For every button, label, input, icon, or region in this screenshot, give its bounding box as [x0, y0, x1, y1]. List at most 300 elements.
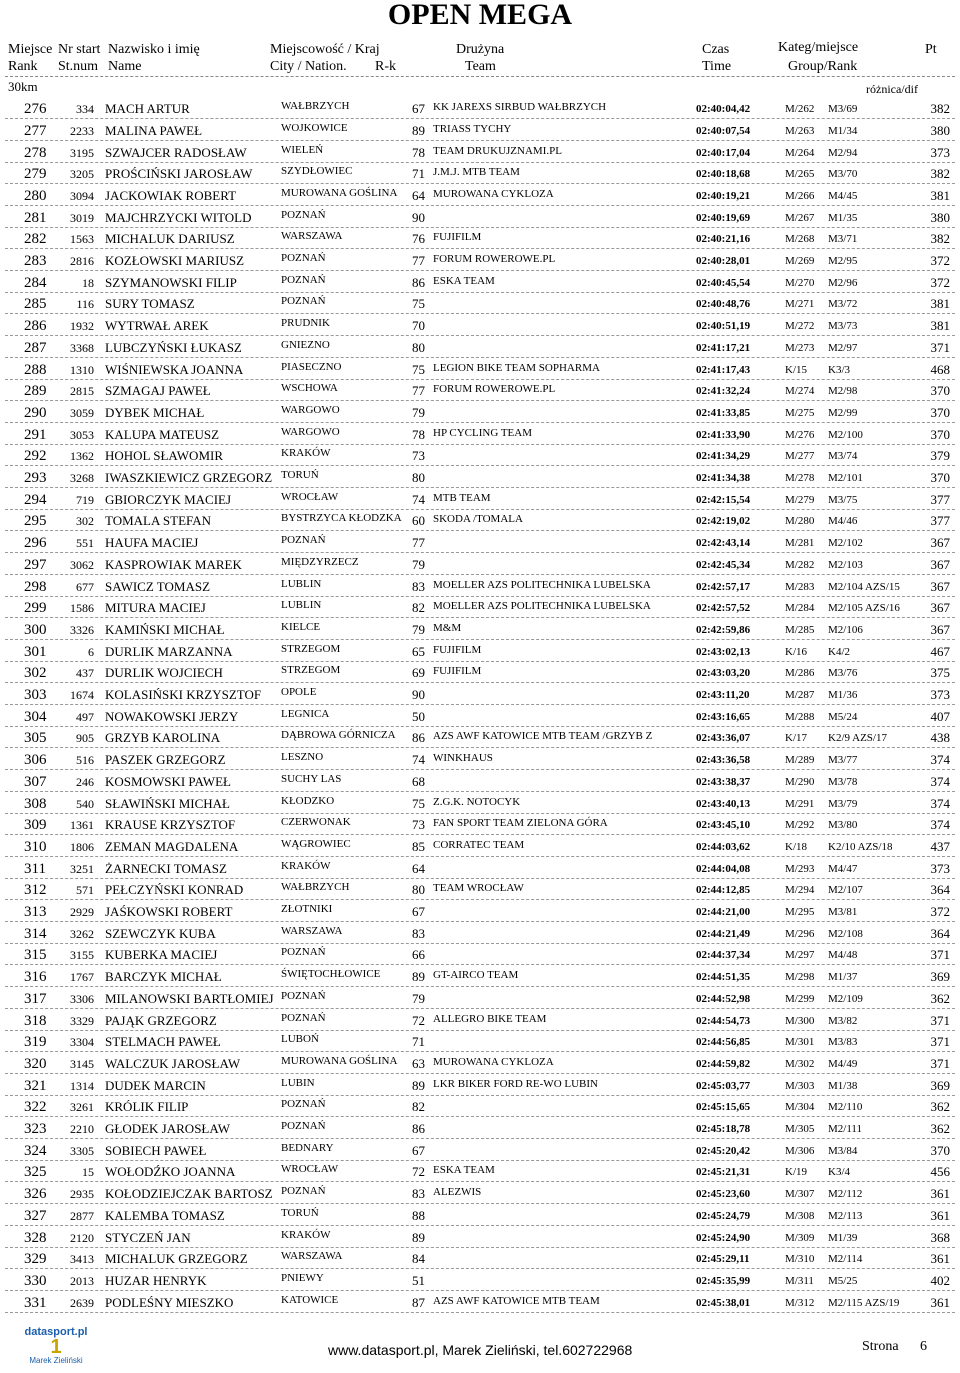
start-number-cell: 2816 [70, 254, 94, 269]
team-cell: HP CYCLING TEAM [433, 426, 533, 439]
rank-cell: 285 [24, 296, 47, 313]
points-cell: 369 [930, 969, 950, 985]
rank-cell: 327 [24, 1207, 47, 1224]
name-cell: KALUPA MATEUSZ [105, 426, 220, 442]
category-rank-cell: M/308 [785, 1209, 815, 1222]
rank-cell: 331 [24, 1294, 47, 1311]
table-row [0, 380, 960, 402]
group-rank-cell: M2/95 [828, 255, 858, 268]
time-cell: 02:44:59,82 [696, 1057, 751, 1070]
category-rank-cell: M/284 [785, 602, 815, 615]
header-team-en: Team [465, 59, 496, 74]
city-cell: WARGOWO [281, 403, 340, 416]
time-cell: 02:43:16,65 [696, 710, 751, 723]
birth-year-cell: 67 [412, 1142, 425, 1158]
city-cell: POZNAŃ [281, 1120, 326, 1133]
table-row [0, 1031, 960, 1053]
category-rank-cell: M/299 [785, 992, 815, 1005]
points-cell: 370 [930, 404, 950, 420]
team-cell: M&M [433, 621, 462, 634]
table-row [0, 1183, 960, 1205]
rank-cell: 289 [24, 383, 47, 400]
rank-cell: 294 [24, 491, 47, 508]
start-number-cell: 116 [76, 297, 94, 312]
rank-cell: 313 [24, 904, 47, 921]
city-cell: BEDNARY [281, 1141, 334, 1154]
time-cell: 02:43:40,13 [696, 797, 751, 810]
name-cell: GŁODEK JAROSŁAW [105, 1121, 230, 1137]
group-rank-cell: M4/46 [828, 515, 858, 528]
points-cell: 467 [930, 643, 950, 659]
start-number-cell: 3205 [70, 167, 94, 182]
start-number-cell: 302 [76, 514, 94, 529]
category-rank-cell: M/300 [785, 1014, 815, 1027]
city-cell: LUBIN [281, 1076, 315, 1089]
city-cell: CZERWONAK [281, 816, 351, 829]
team-cell: Z.G.K. NOTOCYK [433, 795, 521, 808]
time-cell: 02:45:38,01 [696, 1296, 751, 1309]
name-cell: STYCZEŃ JAN [105, 1229, 191, 1245]
points-cell: 371 [930, 339, 950, 355]
points-cell: 382 [930, 101, 950, 117]
time-cell: 02:45:20,42 [696, 1144, 751, 1157]
start-number-cell: 3261 [70, 1100, 94, 1115]
birth-year-cell: 89 [412, 969, 425, 985]
name-cell: BARCZYK MICHAŁ [105, 969, 222, 985]
time-cell: 02:43:38,37 [696, 775, 751, 788]
start-number-cell: 3305 [70, 1143, 94, 1158]
category-rank-cell: K/19 [785, 1166, 807, 1179]
team-cell: MOELLER AZS POLITECHNIKA LUBELSKA [433, 578, 651, 591]
time-cell: 02:45:35,99 [696, 1274, 751, 1287]
name-cell: GBIORCZYK MACIEJ [105, 491, 232, 507]
city-cell: POZNAŃ [281, 295, 326, 308]
points-cell: 374 [930, 752, 950, 768]
group-rank-cell: M2/106 [828, 623, 863, 636]
table-row [0, 966, 960, 988]
points-cell: 381 [930, 187, 950, 203]
points-cell: 367 [930, 621, 950, 637]
city-cell: WAŁBRZYCH [281, 100, 350, 113]
city-cell: WIELEŃ [281, 143, 324, 156]
table-row [0, 1074, 960, 1096]
city-cell: MUROWANA GOŚLINA [281, 1054, 398, 1067]
city-cell: WROCŁAW [281, 490, 339, 503]
category-rank-cell: M/312 [785, 1296, 815, 1309]
header-divider [5, 76, 955, 77]
team-cell: ESKA TEAM [433, 274, 495, 287]
category-rank-cell: M/293 [785, 862, 815, 875]
name-cell: KOLASIŃSKI KRZYSZTOF [105, 687, 262, 703]
rank-cell: 302 [24, 665, 47, 682]
group-rank-cell: M3/75 [828, 493, 858, 506]
category-rank-cell: M/271 [785, 298, 815, 311]
rank-cell: 303 [24, 687, 47, 704]
category-rank-cell: M/295 [785, 906, 815, 919]
birth-year-cell: 86 [412, 730, 425, 746]
table-row [0, 944, 960, 966]
team-cell: CORRATEC TEAM [433, 838, 525, 851]
group-rank-cell: M2/114 [828, 1253, 863, 1266]
group-rank-cell: M3/83 [828, 1036, 858, 1049]
rank-cell: 284 [24, 274, 47, 291]
rank-cell: 318 [24, 1012, 47, 1029]
rank-cell: 316 [24, 969, 47, 986]
category-rank-cell: M/273 [785, 341, 815, 354]
team-cell: LKR BIKER FORD RE-WO LUBIN [433, 1077, 598, 1090]
city-cell: TORUŃ [281, 469, 319, 482]
points-cell: 371 [930, 1034, 950, 1050]
rank-cell: 290 [24, 404, 47, 421]
city-cell: STRZEGOM [281, 642, 341, 655]
header-rk: R-k [375, 59, 396, 74]
table-row [0, 336, 960, 358]
birth-year-cell: 76 [412, 231, 425, 247]
birth-year-cell: 79 [412, 556, 425, 572]
start-number-cell: 3262 [70, 926, 94, 941]
table-row [0, 466, 960, 488]
name-cell: SURY TOMASZ [105, 296, 195, 312]
team-cell: FUJIFILM [433, 665, 482, 678]
time-cell: 02:42:57,17 [696, 580, 751, 593]
header-time-pl: Czas [702, 42, 730, 57]
rank-cell: 326 [24, 1186, 47, 1203]
name-cell: DURLIK WOJCIECH [105, 665, 223, 681]
name-cell: MAJCHRZYCKI WITOLD [105, 209, 252, 225]
rank-cell: 292 [24, 448, 47, 465]
birth-year-cell: 88 [412, 1207, 425, 1223]
points-cell: 362 [930, 1121, 950, 1137]
group-rank-cell: K2/9 AZS/17 [828, 732, 887, 745]
name-cell: KOZŁOWSKI MARIUSZ [105, 253, 245, 269]
table-row [0, 900, 960, 922]
header-rank-pl: Miejsce [8, 42, 53, 57]
city-cell: KATOWICE [281, 1293, 339, 1306]
group-rank-cell: M4/47 [828, 862, 858, 875]
start-number-cell: 1932 [70, 319, 94, 334]
points-cell: 370 [930, 383, 950, 399]
city-cell: POZNAŃ [281, 208, 326, 221]
time-cell: 02:43:03,20 [696, 667, 751, 680]
group-rank-cell: K4/2 [828, 645, 850, 658]
start-number-cell: 3304 [70, 1035, 94, 1050]
rank-cell: 301 [24, 643, 47, 660]
header-cat-en: Group/Rank [788, 59, 858, 74]
city-cell: LUBLIN [281, 577, 322, 590]
time-cell: 02:42:15,54 [696, 493, 751, 506]
points-cell: 377 [930, 513, 950, 529]
start-number-cell: 3059 [70, 405, 94, 420]
rank-cell: 298 [24, 578, 47, 595]
rank-cell: 324 [24, 1142, 47, 1159]
table-row [0, 1052, 960, 1074]
points-cell: 369 [930, 1077, 950, 1093]
start-number-cell: 6 [88, 644, 94, 659]
category-rank-cell: M/304 [785, 1101, 815, 1114]
table-row [0, 98, 960, 120]
start-number-cell: 2877 [70, 1208, 94, 1223]
time-cell: 02:41:34,38 [696, 472, 751, 485]
points-cell: 374 [930, 795, 950, 811]
group-rank-cell: M2/99 [828, 406, 858, 419]
time-cell: 02:40:07,54 [696, 124, 751, 137]
table-row [0, 1226, 960, 1248]
birth-year-cell: 86 [412, 274, 425, 290]
city-cell: POZNAŃ [281, 1011, 326, 1024]
time-cell: 02:44:56,85 [696, 1036, 751, 1049]
group-rank-cell: M3/80 [828, 819, 858, 832]
start-number-cell: 437 [76, 666, 94, 681]
time-cell: 02:43:36,58 [696, 754, 751, 767]
group-rank-cell: M3/77 [828, 754, 858, 767]
table-row [0, 1139, 960, 1161]
birth-year-cell: 90 [412, 209, 425, 225]
points-cell: 373 [930, 860, 950, 876]
points-cell: 361 [930, 1251, 950, 1267]
time-cell: 02:45:23,60 [696, 1188, 751, 1201]
start-number-cell: 3268 [70, 471, 94, 486]
group-rank-cell: M3/69 [828, 103, 858, 116]
start-number-cell: 516 [76, 753, 94, 768]
table-row [0, 727, 960, 749]
category-rank-cell: K/17 [785, 732, 807, 745]
table-row [0, 293, 960, 315]
birth-year-cell: 73 [412, 817, 425, 833]
time-cell: 02:44:03,62 [696, 840, 751, 853]
name-cell: MACH ARTUR [105, 101, 190, 117]
start-number-cell: 2013 [70, 1273, 94, 1288]
group-rank-cell: M2/108 [828, 927, 863, 940]
time-cell: 02:41:17,43 [696, 363, 751, 376]
category-rank-cell: M/291 [785, 797, 815, 810]
points-cell: 372 [930, 904, 950, 920]
team-cell: ALLEGRO BIKE TEAM [433, 1012, 547, 1025]
points-cell: 468 [930, 361, 950, 377]
birth-year-cell: 80 [412, 470, 425, 486]
city-cell: POZNAŃ [281, 252, 326, 265]
points-cell: 372 [930, 274, 950, 290]
points-cell: 379 [930, 448, 950, 464]
table-row [0, 423, 960, 445]
city-cell: KRAKÓW [281, 1228, 331, 1241]
city-cell: STRZEGOM [281, 664, 341, 677]
table-row [0, 1096, 960, 1118]
birth-year-cell: 75 [412, 296, 425, 312]
name-cell: STELMACH PAWEŁ [105, 1034, 221, 1050]
group-rank-cell: M5/25 [828, 1274, 858, 1287]
rank-cell: 325 [24, 1164, 47, 1181]
footer-page-label: Strona [862, 1339, 899, 1354]
name-cell: SŁAWIŃSKI MICHAŁ [105, 795, 230, 811]
table-row [0, 922, 960, 944]
logo-brand: datasport.pl [24, 1326, 88, 1338]
name-cell: SZWAJCER RADOSŁAW [105, 144, 247, 160]
time-cell: 02:43:45,10 [696, 819, 751, 832]
name-cell: WOŁODŹKO JOANNA [105, 1164, 236, 1180]
name-cell: SZMAGAJ PAWEŁ [105, 383, 211, 399]
points-cell: 367 [930, 578, 950, 594]
team-cell: ESKA TEAM [433, 1164, 495, 1177]
start-number-cell: 3155 [70, 948, 94, 963]
points-cell: 364 [930, 882, 950, 898]
start-number-cell: 2815 [70, 384, 94, 399]
city-cell: WARSZAWA [281, 1250, 343, 1263]
category-rank-cell: M/292 [785, 819, 815, 832]
group-rank-cell: M1/34 [828, 124, 858, 137]
category-rank-cell: M/270 [785, 276, 815, 289]
name-cell: JACKOWIAK ROBERT [105, 187, 237, 203]
name-cell: NOWAKOWSKI JERZY [105, 708, 239, 724]
rank-cell: 319 [24, 1034, 47, 1051]
rank-cell: 312 [24, 882, 47, 899]
time-cell: 02:44:52,98 [696, 992, 751, 1005]
team-cell: AZS AWF KATOWICE MTB TEAM [433, 1294, 600, 1307]
points-cell: 361 [930, 1294, 950, 1310]
time-cell: 02:42:59,86 [696, 623, 751, 636]
team-cell: FUJIFILM [433, 643, 482, 656]
time-cell: 02:45:21,31 [696, 1166, 751, 1179]
start-number-cell: 2639 [70, 1295, 94, 1310]
points-cell: 374 [930, 817, 950, 833]
table-row [0, 228, 960, 250]
datasport-logo [20, 1326, 92, 1370]
rank-cell: 295 [24, 513, 47, 530]
city-cell: BYSTRZYCA KŁODZKA [281, 512, 402, 525]
rank-cell: 299 [24, 600, 47, 617]
birth-year-cell: 79 [412, 404, 425, 420]
time-cell: 02:45:18,78 [696, 1123, 751, 1136]
points-cell: 367 [930, 535, 950, 551]
header-name-pl: Nazwisko i imię [108, 42, 200, 57]
birth-year-cell: 80 [412, 339, 425, 355]
points-cell: 371 [930, 947, 950, 963]
points-cell: 373 [930, 144, 950, 160]
birth-year-cell: 83 [412, 1186, 425, 1202]
team-cell: FAN SPORT TEAM ZIELONA GÓRA [433, 817, 608, 830]
time-cell: 02:40:48,76 [696, 298, 751, 311]
rank-cell: 320 [24, 1055, 47, 1072]
group-rank-cell: M3/81 [828, 906, 858, 919]
table-row [0, 705, 960, 727]
name-cell: KAMIŃSKI MICHAŁ [105, 621, 225, 637]
group-rank-cell: M2/97 [828, 341, 858, 354]
category-rank-cell: M/276 [785, 428, 815, 441]
header-diff: różnica/dif [866, 82, 918, 96]
category-rank-cell: M/280 [785, 515, 815, 528]
table-row [0, 141, 960, 163]
rank-cell: 278 [24, 144, 47, 161]
category-rank-cell: M/289 [785, 754, 815, 767]
points-cell: 437 [930, 838, 950, 854]
table-row [0, 184, 960, 206]
team-cell: J.M.J. MTB TEAM [433, 166, 520, 179]
birth-year-cell: 89 [412, 1229, 425, 1245]
team-cell: GT-AIRCO TEAM [433, 969, 519, 982]
start-number-cell: 2929 [70, 905, 94, 920]
group-rank-cell: M2/101 [828, 472, 863, 485]
start-number-cell: 2233 [70, 123, 94, 138]
rank-cell: 328 [24, 1229, 47, 1246]
start-number-cell: 3306 [70, 991, 94, 1006]
city-cell: WSCHOWA [281, 382, 338, 395]
name-cell: PEŁCZYŃSKI KONRAD [105, 882, 244, 898]
group-rank-cell: M1/36 [828, 689, 858, 702]
name-cell: ZEMAN MAGDALENA [105, 838, 239, 854]
start-number-cell: 540 [76, 796, 94, 811]
group-rank-cell: M3/79 [828, 797, 858, 810]
name-cell: MICHALUK DARIUSZ [105, 231, 235, 247]
team-cell: FUJIFILM [433, 231, 482, 244]
name-cell: JAŚKOWSKI ROBERT [105, 904, 233, 920]
category-rank-cell: M/288 [785, 710, 815, 723]
category-rank-cell: M/303 [785, 1079, 815, 1092]
start-number-cell: 3053 [70, 427, 94, 442]
name-cell: SAWICZ TOMASZ [105, 578, 211, 594]
birth-year-cell: 64 [412, 187, 425, 203]
header-name-en: Name [108, 59, 142, 74]
city-cell: TORUŃ [281, 1206, 319, 1219]
group-rank-cell: K3/3 [828, 363, 850, 376]
category-rank-cell: M/294 [785, 884, 815, 897]
table-row [0, 749, 960, 771]
points-cell: 362 [930, 990, 950, 1006]
points-cell: 402 [930, 1272, 950, 1288]
time-cell: 02:44:21,49 [696, 927, 751, 940]
table-row [0, 618, 960, 640]
category-rank-cell: M/265 [785, 168, 815, 181]
category-rank-cell: M/290 [785, 775, 815, 788]
name-cell: PROŚCIŃSKI JAROSŁAW [105, 166, 253, 182]
rank-cell: 276 [24, 101, 47, 118]
category-rank-cell: K/15 [785, 363, 807, 376]
birth-year-cell: 67 [412, 904, 425, 920]
logo-author: Marek Zieliński [29, 1356, 83, 1365]
table-row [0, 792, 960, 814]
row-divider [5, 1312, 955, 1313]
team-cell: FORUM ROWEROWE.PL [433, 383, 556, 396]
points-cell: 370 [930, 1142, 950, 1158]
points-cell: 381 [930, 318, 950, 334]
rank-cell: 330 [24, 1272, 47, 1289]
group-rank-cell: M2/98 [828, 385, 858, 398]
city-cell: LESZNO [281, 751, 324, 764]
birth-year-cell: 79 [412, 990, 425, 1006]
name-cell: HOHOL SŁAWOMIR [105, 448, 223, 464]
time-cell: 02:42:45,34 [696, 558, 751, 571]
birth-year-cell: 72 [412, 1164, 425, 1180]
group-rank-cell: M3/74 [828, 450, 858, 463]
table-row [0, 315, 960, 337]
team-cell: AZS AWF KATOWICE MTB TEAM /GRZYB Z [433, 730, 653, 743]
birth-year-cell: 83 [412, 925, 425, 941]
category-rank-cell: M/267 [785, 211, 815, 224]
start-number-cell: 719 [76, 492, 94, 507]
points-cell: 456 [930, 1164, 950, 1180]
name-cell: ŻARNECKI TOMASZ [105, 860, 227, 876]
start-number-cell: 2120 [70, 1230, 94, 1245]
rank-cell: 329 [24, 1251, 47, 1268]
points-cell: 372 [930, 253, 950, 269]
table-row [0, 879, 960, 901]
time-cell: 02:43:36,07 [696, 732, 751, 745]
name-cell: GRZYB KAROLINA [105, 730, 221, 746]
birth-year-cell: 74 [412, 491, 425, 507]
time-cell: 02:40:17,04 [696, 146, 751, 159]
team-cell: FORUM ROWEROWE.PL [433, 253, 556, 266]
rank-cell: 315 [24, 947, 47, 964]
city-cell: ŚWIĘTOCHŁOWICE [281, 968, 381, 981]
city-cell: POZNAŃ [281, 989, 326, 1002]
